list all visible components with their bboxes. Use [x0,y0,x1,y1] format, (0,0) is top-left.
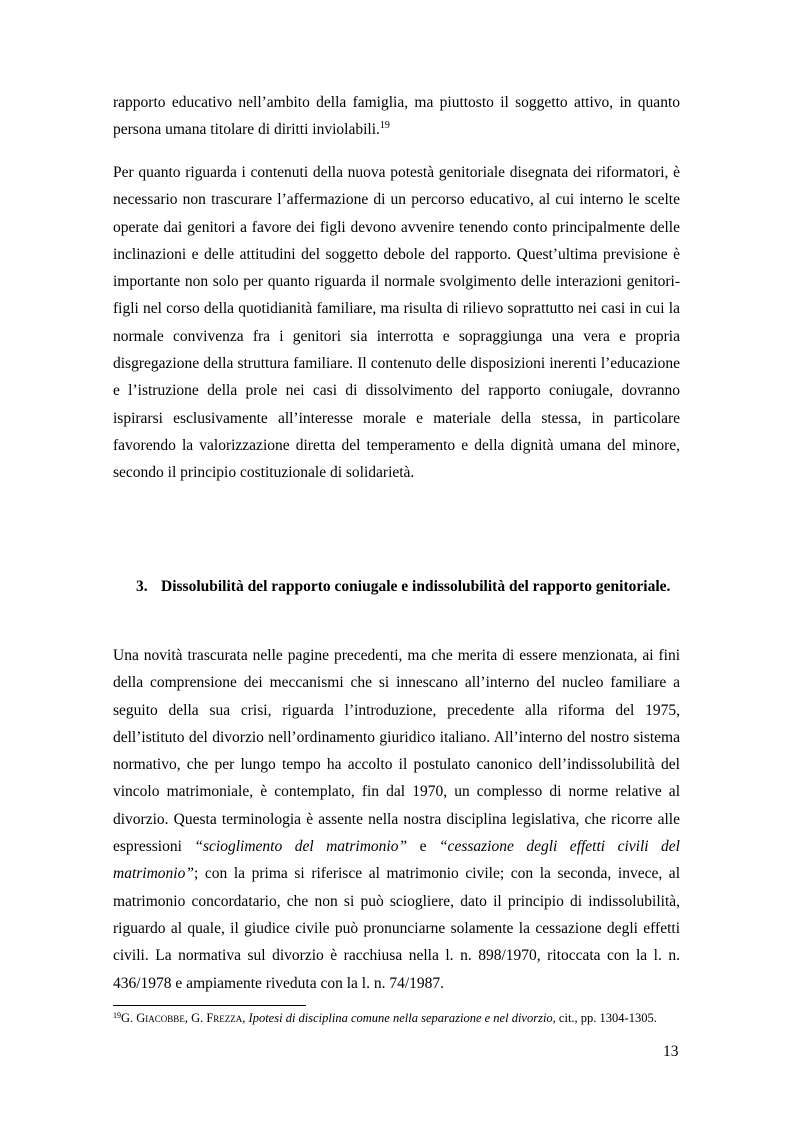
section-heading [136,572,680,602]
section-number: 3. [136,578,148,595]
section-title: Dissolubilità del rapporto coniugale e indissolubilità del rapporto genitoriale. [161,578,671,595]
paragraph-1 [113,89,680,144]
footnote-reference[interactable]: 19 [379,120,390,132]
footnote-author-initial: G. [121,1011,137,1025]
footnote-title: Ipotesi di disciplina comune nella separazione e nel divorzio, [248,1011,556,1025]
paragraph-3-text-b: e [407,838,439,856]
footnote-citation: cit., pp. 1304-1305. [555,1011,657,1025]
footnote-author-2: Frezza [206,1011,243,1025]
paragraph-3 [113,642,680,997]
footnote-comma: , [242,1011,249,1025]
footnote-separator [113,1005,306,1006]
page-number: 13 [663,1043,679,1060]
italic-quote-cessazione: “cessazione degli effetti civili del matrimonio” [113,838,680,883]
paragraph-2: Per quanto riguarda i contenuti della nuova potestà genitoriale disegnata dei riformatori, è necessario non trascurare l’affermazione di un percorso educativo, al cui interno le scelte operate dai genitori a favore dei figli devono avvenire tenendo conto principalmente delle inclinazioni e delle attitudini del soggetto debole del rapporto. Quest’ultima previsione è importante non solo per quanto riguarda il normale svolgimento delle interazioni genitori- figli nel corso della quotidianità familiare, ma risulta di rilievo soprattutto nei casi in cui la normale convivenza fra i genitori sia interrotta e sopraggiunga una vera e propria disgregazione della struttura familiare. Il contenuto delle disposizioni inerenti l’educazione e l’istruzione della prole nei casi di dissolvimento del rapporto coniugale, dovranno ispirarsi esclusivamente all’interesse morale e materiale della stessa, in particolare favorendo la valorizzazione diretta del temperamento e della dignità umana del minore, secondo il principio costituzionale di solidarietà. [113,164,680,482]
paragraph-3-text-a: Una novità trascurata nelle pagine precedenti, ma che merita di essere menzionata, ai fini della comprensione dei meccanismi che si innescano all’interno del nucleo familiare a seguito della sua crisi, riguarda l’introduzione, precedente alla riforma del 1975, dell’istituto del divorzio nell’ordinamento giuridico italiano. All’interno del nostro sistema normativo, che per lungo tempo ha accolto il postulato canonico dell’indissolubilità del vincolo matrimoniale, è contemplato, fin dal 1970, un complesso di norme relative al divorzio. Questa terminologia è assente nella nostra disciplina legislativa, che ricorre alle espressioni [113,647,680,856]
italic-quote-scioglimento: “scioglimento del matrimonio” [194,838,408,856]
footnote-number: 19 [113,1011,121,1020]
footnote-separator-text: , G. [184,1011,207,1025]
paragraph-3-text-c: ; con la prima si riferisce al matrimonio civile; con la seconda, invece, al matrimonio concordatario, che non si può sciogliere, dato il principio di indissolubilità, riguardo al quale, il giudice civile può pronunciarne solamente la cessazione degli effetti civili. La normativa sul divorzio è racchiusa nella l. n. 898/1970, ritoccata con la l. n. 436/1978 e ampiamente riveduta con la l. n. 74/1987. [113,865,680,992]
footnote-author-1: Giacobbe [136,1011,185,1025]
paragraph-1-text: rapporto educativo nell’ambito della famiglia, ma piuttosto il soggetto attivo, in quanto persona umana titolare di diritti inviolabili. [113,94,680,139]
footnote [113,1011,680,1026]
